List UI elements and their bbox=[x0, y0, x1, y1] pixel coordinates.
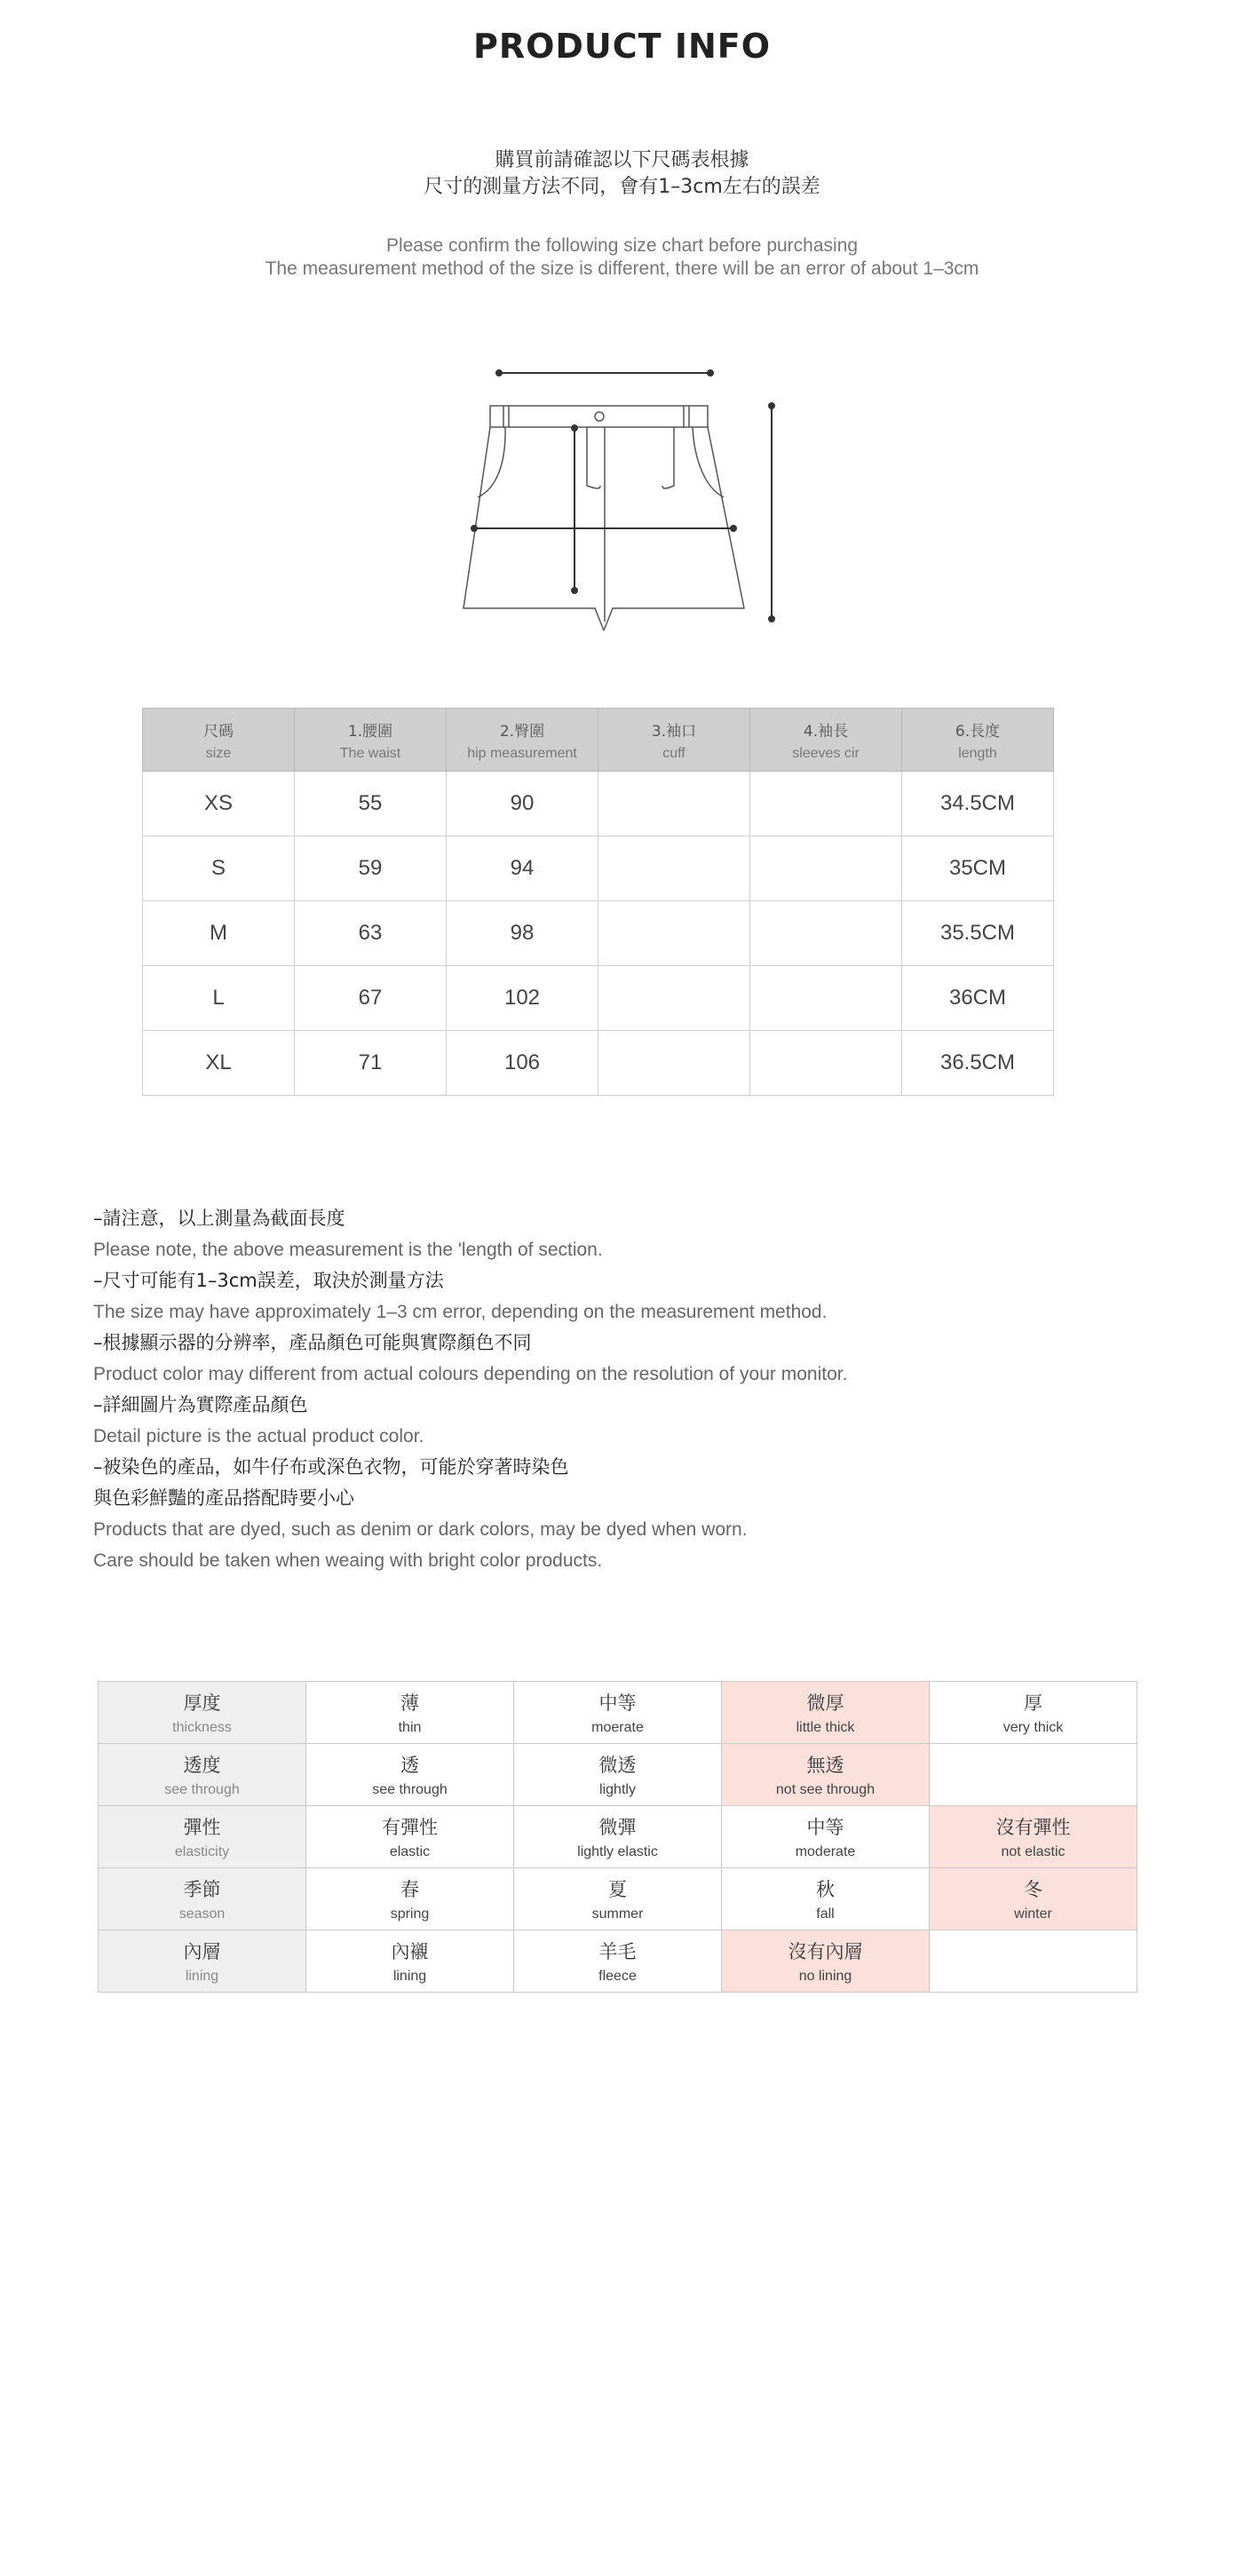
property-row-elasticity bbox=[99, 1806, 1137, 1868]
table-cell bbox=[750, 836, 902, 901]
size-chart-header-cell: 尺碼 size bbox=[143, 709, 295, 772]
property-option-cell-selected: 微厚 little thick bbox=[722, 1682, 930, 1744]
table-cell: M bbox=[143, 901, 295, 966]
table-cell: 63 bbox=[295, 901, 447, 966]
page-title: PRODUCT INFO bbox=[472, 27, 772, 66]
table-cell: XS bbox=[143, 772, 295, 836]
notice-en-line2: The measurement method of the size is different, there will be an error of about 1–3cm bbox=[265, 258, 979, 279]
table-cell: 71 bbox=[295, 1031, 447, 1096]
note-line: Products that are dyed, such as denim or dark colors, may be dyed when worn. bbox=[93, 1519, 748, 1540]
note-line: –被染色的產品，如牛仔布或深色衣物，可能於穿著時染色 bbox=[93, 1456, 569, 1478]
note-line: The size may have approximately 1–3 cm error, depending on the measurement method. bbox=[93, 1302, 828, 1322]
table-cell: L bbox=[143, 966, 295, 1031]
property-row-see-through bbox=[99, 1744, 1137, 1806]
property-option-cell-selected: 冬 winter bbox=[930, 1868, 1137, 1930]
size-chart-header-cell: 3.袖口 cuff bbox=[598, 709, 750, 772]
property-label-cell: 透度 see through bbox=[99, 1744, 306, 1806]
property-option-cell: 微透 lightly bbox=[514, 1744, 722, 1806]
table-cell: 94 bbox=[447, 836, 598, 901]
property-option-cell: 透 see through bbox=[306, 1744, 514, 1806]
property-label-cell: 內層 lining bbox=[99, 1930, 306, 1993]
table-cell: XL bbox=[143, 1031, 295, 1096]
note-line: Product color may different from actual colours depending on the resolution of your monitor. bbox=[93, 1364, 848, 1384]
property-row-lining bbox=[99, 1930, 1137, 1993]
table-row bbox=[143, 836, 1054, 901]
table-cell bbox=[598, 966, 750, 1031]
table-cell: 34.5CM bbox=[902, 772, 1054, 836]
property-option-cell-selected: 沒有彈性 not elastic bbox=[930, 1806, 1137, 1868]
table-cell: 67 bbox=[295, 966, 447, 1031]
table-cell bbox=[750, 966, 902, 1031]
table-cell bbox=[750, 1031, 902, 1096]
note-line: 與色彩鮮豔的產品搭配時要小心 bbox=[93, 1487, 354, 1509]
property-option-cell: 微彈 lightly elastic bbox=[514, 1806, 722, 1868]
property-option-cell: 厚 very thick bbox=[930, 1682, 1137, 1744]
table-cell: 59 bbox=[295, 836, 447, 901]
property-label-cell: 季節 season bbox=[99, 1868, 306, 1930]
table-cell: S bbox=[143, 836, 295, 901]
fabric-property-table bbox=[98, 1681, 1137, 1993]
notice-en-line1: Please confirm the following size chart before purchasing bbox=[385, 235, 859, 256]
table-cell: 35.5CM bbox=[902, 901, 1054, 966]
property-option-cell: 秋 fall bbox=[722, 1868, 930, 1930]
table-cell: 36.5CM bbox=[902, 1031, 1054, 1096]
size-chart-header-cell: 1.腰圍 The waist bbox=[295, 709, 447, 772]
property-label-cell: 彈性 elasticity bbox=[99, 1806, 306, 1868]
size-chart-table bbox=[142, 708, 1054, 1096]
note-line: –根據顯示器的分辨率，產品顏色可能與實際顏色不同 bbox=[93, 1332, 532, 1353]
table-cell: 102 bbox=[447, 966, 598, 1031]
note-line: Please note, the above measurement is the 'length of section. bbox=[93, 1240, 603, 1260]
table-cell: 36CM bbox=[902, 966, 1054, 1031]
property-row-season bbox=[99, 1868, 1137, 1930]
shorts-measurement-diagram bbox=[444, 355, 799, 630]
property-option-cell bbox=[930, 1930, 1137, 1993]
table-cell bbox=[598, 901, 750, 966]
property-label-cell: 厚度 thickness bbox=[99, 1682, 306, 1744]
property-option-cell-selected: 沒有內層 no lining bbox=[722, 1930, 930, 1993]
table-cell bbox=[750, 772, 902, 836]
table-row bbox=[143, 966, 1054, 1031]
notice-zh-line1: 購買前請確認以下尺碼表根據 bbox=[495, 149, 749, 171]
property-option-cell: 中等 moderate bbox=[722, 1806, 930, 1868]
table-row bbox=[143, 901, 1054, 966]
table-cell bbox=[598, 836, 750, 901]
note-line: Care should be taken when weaing with bright color products. bbox=[93, 1550, 603, 1571]
table-cell: 35CM bbox=[902, 836, 1054, 901]
property-option-cell: 內襯 lining bbox=[306, 1930, 514, 1993]
size-chart-header-cell: 2.臀圍 hip measurement bbox=[447, 709, 598, 772]
table-cell: 90 bbox=[447, 772, 598, 836]
note-line: –詳細圖片為實際產品顏色 bbox=[93, 1394, 308, 1415]
table-cell: 55 bbox=[295, 772, 447, 836]
note-line: –尺寸可能有1–3cm誤差，取決於測量方法 bbox=[93, 1270, 444, 1291]
property-row-thickness bbox=[99, 1682, 1137, 1744]
property-option-cell: 羊毛 fleece bbox=[514, 1930, 722, 1993]
table-row bbox=[143, 1031, 1054, 1096]
size-chart-header-cell: 4.袖長 sleeves cir bbox=[750, 709, 902, 772]
table-cell: 106 bbox=[447, 1031, 598, 1096]
size-chart-header-cell: 6.長度 length bbox=[902, 709, 1054, 772]
property-option-cell: 有彈性 elastic bbox=[306, 1806, 514, 1868]
property-option-cell-selected: 無透 not see through bbox=[722, 1744, 930, 1806]
table-cell: 98 bbox=[447, 901, 598, 966]
table-row bbox=[143, 772, 1054, 836]
table-cell bbox=[598, 772, 750, 836]
property-option-cell: 薄 thin bbox=[306, 1682, 514, 1744]
property-option-cell: 夏 summer bbox=[514, 1868, 722, 1930]
notice-zh-line2: 尺寸的測量方法不同，會有1–3cm左右的誤差 bbox=[424, 176, 820, 198]
property-option-cell: 春 spring bbox=[306, 1868, 514, 1930]
table-cell bbox=[598, 1031, 750, 1096]
notes-section bbox=[93, 1203, 1159, 1576]
table-cell bbox=[750, 901, 902, 966]
property-option-cell bbox=[930, 1744, 1137, 1806]
note-line: –請注意，以上測量為截面長度 bbox=[93, 1208, 345, 1229]
note-line: Detail picture is the actual product color. bbox=[93, 1426, 424, 1447]
size-chart-header-row bbox=[143, 709, 1054, 772]
property-option-cell: 中等 moerate bbox=[514, 1682, 722, 1744]
